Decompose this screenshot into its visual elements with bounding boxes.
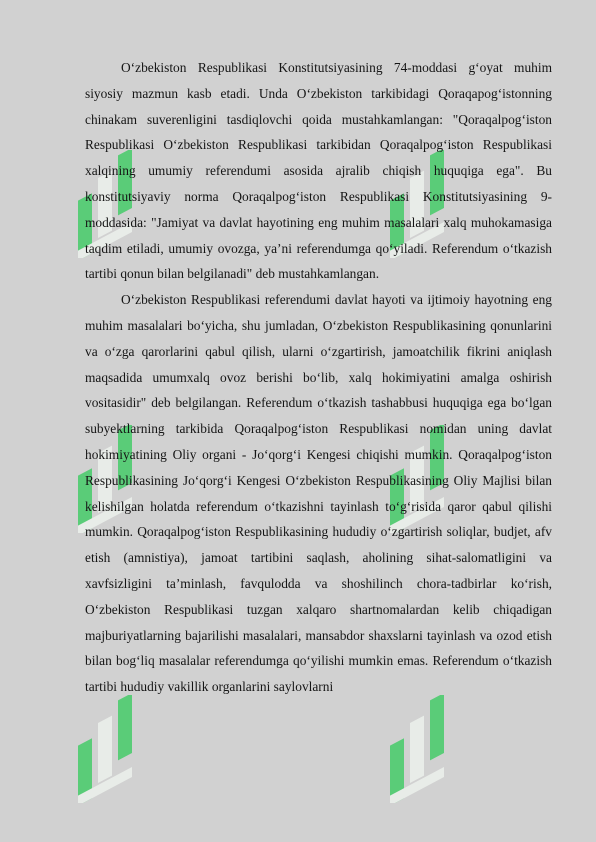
paragraph: O‘zbekiston Respublikasi Konstitutsiyasining 74-moddasi g‘oyat muhim siyosiy mazmun kasb etadi. Unda O‘zbekiston tarkibidagi Qoraqapog‘istonning chinakam suverenligini tasdiqlovchi qoida mustahkamlangan: "Qoraqalpog‘iston Respublikasi O‘zbekiston Respublikasi tarkibidan Qoraqalpog‘iston Respublikasi xalqining umumiy referendumi asosida ajralib chiqish huquqiga ega". Bu konstitutsiyaviy norma Qoraqalpog‘iston Respublikasi Konstitutsiyasining 9-moddasida: "Jamiyat va davlat hayotining eng muhim masalalari xalq muhokamasiga taqdim etiladi, umumiy ovozga, ya’ni referendumga qo‘yiladi. Referendum o‘tkazish tartibi qonun bilan belgilanadi" deb mustahkamlangan. [85,60,552,282]
watermark-logo-icon [380,695,452,803]
paragraph: O‘zbekiston Respublikasi referendumi davlat hayoti va ijtimoiy hayotning eng muhim masalalari bo‘yicha, shu jumladan, O‘zbekiston Respublikasining qonunlarini va o‘zga qarorlarini qabul qilish, ularni o‘zgartirish, jamoatchilik fikrini aniqlash maqsadida umumxalq ovoz berishi bo‘lib, xalq hokimiyatini amalga oshirish vositasidir" deb belgilangan. Referendum o‘tkazish tashabbusi huquqiga ega bo‘lgan subyektlarning tarkibida Qoraqalpog‘iston Respublikasi nomidan uning davlat hokimiyatining Oliy organi - Jo‘qorg‘i Kengesi chiqishi mumkin. Qoraqalpog‘iston Respublikasining Jo‘qorg‘i Kengesi O‘zbekiston Respublikasining Oliy Majlisi bilan kelishilgan holatda referendum o‘tkazishni tayinlash to‘g‘risida qaror qabul qilishi mumkin. Qoraqalpog‘iston Respublikasining hududiy o‘zgartirish soliqlar, budjet, afv etish (amnistiya), jamoat tartibini saqlash, aholining sihat-salomatligini va xavfsizligini ta’minlash, favqulodda va shoshilinch chora-tadbirlar ko‘rish, O‘zbekiston Respublikasi tuzgan xalqaro shartnomalardan kelib chiqadigan majburiyatlarning bajarilishi masalalari, mansabdor shaxslarni tayinlash va ozod etish bilan bog‘liq masalalar referendumga qo‘yilishi mumkin emas. Referendum o‘tkazish tartibi hududiy vakillik organlarini saylovlarni [85,292,552,695]
document-body [85,55,552,700]
watermark-logo-icon [68,695,140,803]
